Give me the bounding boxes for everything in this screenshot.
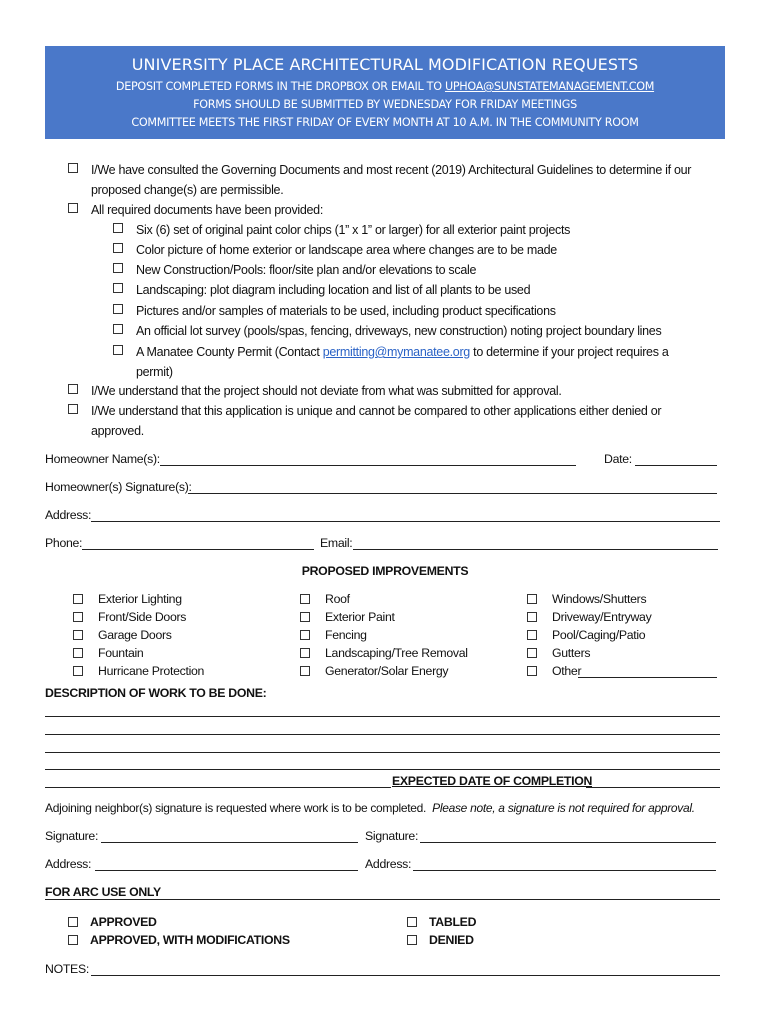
checkbox[interactable] xyxy=(73,666,83,676)
date-label: Date: xyxy=(604,452,632,466)
form-title: UNIVERSITY PLACE ARCHITECTURAL MODIFICATION REQUESTS xyxy=(131,55,639,74)
completion-date-label: EXPECTED DATE OF COMPLETION xyxy=(392,774,593,788)
neighbor-signature-label-2: Signature: xyxy=(365,829,419,843)
checklist-item-unique xyxy=(68,401,728,441)
doc-text: Pictures and/or samples of materials to be used, including product specifications xyxy=(136,304,556,318)
checkbox[interactable] xyxy=(113,345,123,355)
checklist-text: I/We understand that the project should not deviate from what was submitted for approval. xyxy=(91,384,562,398)
meeting-line: COMMITTEE MEETS THE FIRST FRIDAY OF EVERY MONTH AT 10 A.M. IN THE COMMUNITY ROOM xyxy=(131,116,639,129)
doc-text: Six (6) set of original paint color chips (1” x 1” or larger) for all exterior paint projects xyxy=(136,223,571,237)
checkbox[interactable] xyxy=(527,648,537,658)
homeowner-name-field[interactable] xyxy=(160,465,576,466)
work-description-line-2[interactable] xyxy=(45,734,720,735)
doc-item-survey xyxy=(113,321,661,341)
improvements-column-1 xyxy=(73,590,204,680)
doc-text: New Construction/Pools: floor/site plan and/or elevations to scale xyxy=(136,263,477,277)
checkbox[interactable] xyxy=(73,612,83,622)
checkbox[interactable] xyxy=(527,630,537,640)
improvement-option[interactable]: Pool/Caging/Patio xyxy=(527,626,719,644)
arc-option-tabled[interactable]: TABLED xyxy=(407,913,476,931)
checkbox[interactable] xyxy=(407,917,417,927)
work-description-line-4[interactable] xyxy=(45,769,720,770)
checkbox[interactable] xyxy=(73,648,83,658)
doc-item-color-picture xyxy=(113,240,557,260)
checkbox[interactable] xyxy=(113,263,123,273)
work-description-line-1[interactable] xyxy=(45,716,720,717)
checkbox[interactable] xyxy=(113,223,123,233)
checkbox[interactable] xyxy=(68,935,78,945)
notes-field[interactable] xyxy=(91,975,720,976)
arc-status-options-left xyxy=(68,913,290,949)
improvements-column-3 xyxy=(527,590,719,680)
homeowner-signature-field[interactable] xyxy=(188,493,717,494)
address-field[interactable] xyxy=(91,521,720,522)
checklist-text: I/We have consulted the Governing Documents and most recent (2019) Architectural Guidelines to determine if our xyxy=(91,163,692,177)
checklist-item-guidelines xyxy=(68,160,728,200)
checkbox[interactable] xyxy=(300,594,310,604)
arc-heading: FOR ARC USE ONLY xyxy=(45,885,161,899)
improvement-option[interactable]: Landscaping/Tree Removal xyxy=(300,644,468,662)
completion-date-field-end[interactable] xyxy=(586,787,720,788)
deadline-line: FORMS SHOULD BE SUBMITTED BY WEDNESDAY FOR FRIDAY MEETINGS xyxy=(193,98,577,111)
email-field[interactable] xyxy=(353,549,718,550)
checkbox[interactable] xyxy=(68,917,78,927)
improvement-option-other[interactable]: Other xyxy=(527,662,719,680)
header-banner xyxy=(45,46,725,139)
checklist-text-cont: proposed change(s) are permissible. xyxy=(91,183,284,197)
checkbox[interactable] xyxy=(300,612,310,622)
homeowner-signature-label: Homeowner(s) Signature(s): xyxy=(45,480,192,494)
email-label: Email: xyxy=(320,536,353,550)
neighbor-note xyxy=(45,801,695,815)
arc-option-approved[interactable]: APPROVED xyxy=(68,913,290,931)
improvement-option[interactable]: Roof xyxy=(300,590,468,608)
neighbor-signature-field-1[interactable] xyxy=(101,842,358,843)
arc-heading-rule xyxy=(45,899,720,900)
notes-label: NOTES: xyxy=(45,962,89,976)
improvement-option[interactable]: Gutters xyxy=(527,644,719,662)
phone-label: Phone: xyxy=(45,536,83,550)
checkbox[interactable] xyxy=(68,203,78,213)
permit-text: A Manatee County Permit (Contact xyxy=(136,345,323,359)
submission-line xyxy=(45,78,725,96)
checkbox[interactable] xyxy=(73,630,83,640)
checkbox[interactable] xyxy=(68,404,78,414)
arc-option-denied[interactable]: DENIED xyxy=(407,931,476,949)
header-instructions xyxy=(45,78,725,132)
improvement-option[interactable]: Generator/Solar Energy xyxy=(300,662,468,680)
improvements-heading: PROPOSED IMPROVEMENTS xyxy=(301,564,469,578)
checkbox[interactable] xyxy=(300,630,310,640)
date-field[interactable] xyxy=(635,465,717,466)
checklist-text: I/We understand that this application is unique and cannot be compared to other applications either denied or xyxy=(91,404,662,418)
doc-item-paint-chips xyxy=(113,220,570,240)
checkbox[interactable] xyxy=(300,666,310,676)
neighbor-address-field-1[interactable] xyxy=(95,870,358,871)
permit-text-suffix: to determine if your project requires a xyxy=(469,345,669,359)
improvement-option[interactable]: Fencing xyxy=(300,626,468,644)
neighbor-address-field-2[interactable] xyxy=(413,870,716,871)
improvement-option[interactable]: Driveway/Entryway xyxy=(527,608,719,626)
neighbor-note-text: Adjoining neighbor(s) signature is requested where work is to be completed. xyxy=(45,801,427,815)
homeowner-name-label: Homeowner Name(s): xyxy=(45,452,160,466)
arc-status-options-right xyxy=(407,913,476,949)
checklist-text: All required documents have been provided: xyxy=(91,203,323,217)
neighbor-signature-field-2[interactable] xyxy=(420,842,716,843)
work-description-heading: DESCRIPTION OF WORK TO BE DONE: xyxy=(45,686,267,700)
permit-email-link[interactable]: permitting@mymanatee.org xyxy=(322,345,470,359)
checklist-item-no-deviation xyxy=(68,381,562,401)
improvement-option[interactable]: Exterior Paint xyxy=(300,608,468,626)
checkbox[interactable] xyxy=(300,648,310,658)
neighbor-signature-label-1: Signature: xyxy=(45,829,99,843)
arc-option-approved-modifications[interactable]: APPROVED, WITH MODIFICATIONS xyxy=(68,931,290,949)
phone-field[interactable] xyxy=(82,549,314,550)
neighbor-address-label-2: Address: xyxy=(365,857,412,871)
work-description-line-3[interactable] xyxy=(45,752,720,753)
checkbox[interactable] xyxy=(113,283,123,293)
submission-email-link[interactable]: UPHOA@SUNSTATEMANAGEMENT.COM xyxy=(444,80,655,93)
checkbox[interactable] xyxy=(527,612,537,622)
checkbox[interactable] xyxy=(527,594,537,604)
neighbor-note-disclaimer: Please note, a signature is not required for approval. xyxy=(432,801,695,815)
doc-text: Landscaping: plot diagram including location and list of all plants to be used xyxy=(136,283,531,297)
doc-text: An official lot survey (pools/spas, fencing, driveways, new construction) noting project boundary lines xyxy=(136,324,662,338)
checkbox[interactable] xyxy=(113,243,123,253)
improvement-option[interactable]: Hurricane Protection xyxy=(73,662,204,680)
address-label: Address: xyxy=(45,508,92,522)
checkbox[interactable] xyxy=(113,304,123,314)
improvements-column-2 xyxy=(300,590,468,680)
doc-item-landscaping xyxy=(113,280,530,300)
doc-text: Color picture of home exterior or landscape area where changes are to be made xyxy=(136,243,557,257)
checkbox[interactable] xyxy=(527,666,537,676)
improvement-option[interactable]: Exterior Lighting xyxy=(73,590,204,608)
permit-text-cont: permit) xyxy=(136,365,173,379)
improvement-option[interactable]: Fountain xyxy=(73,644,204,662)
improvement-option[interactable]: Windows/Shutters xyxy=(527,590,719,608)
improvement-option[interactable]: Front/Side Doors xyxy=(73,608,204,626)
improvement-option[interactable]: Garage Doors xyxy=(73,626,204,644)
doc-item-construction xyxy=(113,260,476,280)
checkbox[interactable] xyxy=(113,324,123,334)
checkbox[interactable] xyxy=(73,594,83,604)
checklist-text-cont: approved. xyxy=(91,424,144,438)
checkbox[interactable] xyxy=(68,384,78,394)
neighbor-address-label-1: Address: xyxy=(45,857,92,871)
other-field[interactable] xyxy=(578,677,717,678)
checkbox[interactable] xyxy=(407,935,417,945)
completion-date-field[interactable] xyxy=(45,787,391,788)
checklist-item-documents xyxy=(68,200,323,220)
doc-item-permit xyxy=(113,342,713,382)
checkbox[interactable] xyxy=(68,163,78,173)
submission-text: DEPOSIT COMPLETED FORMS IN THE DROPBOX OR EMAIL TO xyxy=(115,80,445,93)
doc-item-materials xyxy=(113,301,556,321)
